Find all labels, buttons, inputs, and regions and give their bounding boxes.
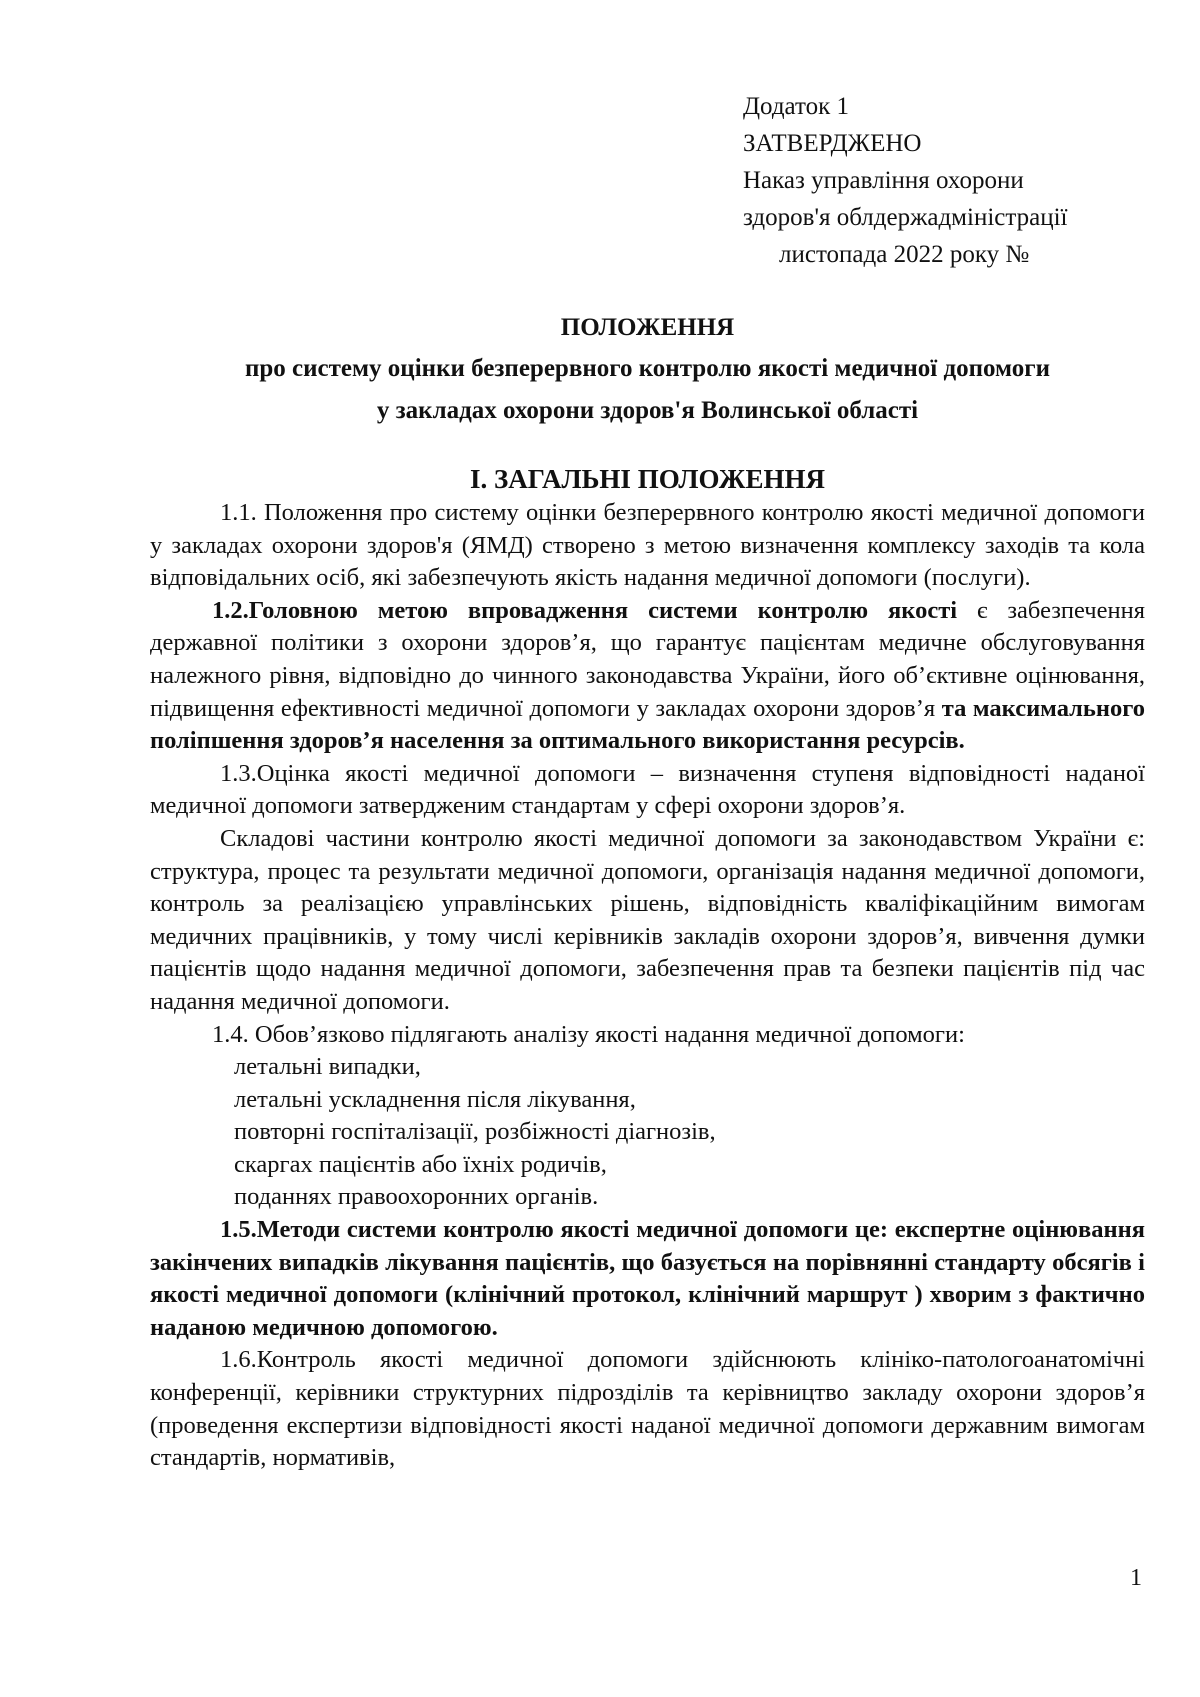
approval-block — [743, 88, 1067, 273]
list-item: летальні ускладнення після лікування, — [234, 1085, 636, 1113]
page-number: 1 — [1130, 1565, 1142, 1591]
section-heading: І. ЗАГАЛЬНІ ПОЛОЖЕННЯ — [469, 464, 826, 494]
list-item: повторні госпіталізації, розбіжності діагнозів, — [234, 1118, 716, 1146]
paragraph-1-6-body: Контроль якості медичної допомоги здійснюють клініко-патологоанатомічні конференції, керівники структурних підрозділів та керівництво закладу охорони здоров’я (проведення експертизи відповідності якості наданої медичної допомоги державним вимогам стандартів, нормативів, — [150, 1346, 1145, 1472]
paragraph-1-6 — [150, 1344, 1145, 1474]
analysis-subjects-list — [150, 1051, 1145, 1214]
order-line-1: Наказ управління охорони — [743, 167, 1024, 194]
paragraph-1-5: 1.5.Методи системи контролю якості медичної допомоги це: експертне оцінювання закінчених випадків лікування пацієнтів, що базується на порівнянні стандарту обсягів і якості медичної допомоги (клінічний протокол, клінічний маршрут ) хворим з фактично наданою медичною допомогою. — [150, 1216, 1145, 1341]
list-item: поданнях правоохоронних органів. — [234, 1183, 599, 1211]
paragraph-1-2 — [150, 595, 1145, 758]
list-item: летальні випадки, — [234, 1053, 421, 1081]
paragraph-components: Складові частини контролю якості медичної допомоги за законодавством України є: структура, процес та результати медичної допомоги, організація надання медичної допомоги, контроль за реалізацією управлінських рішень, відповідність кваліфікаційним вимогам медичних працівників, у тому числі керівників закладів охорони здоров’я, вивчення думки пацієнтів щодо надання медичної допомоги, забезпечення прав та безпеки пацієнтів під час надання медичної допомоги. — [150, 824, 1145, 1015]
paragraph-1-2-body: є забезпечення державної політики з охорони здоров’я, що гарантує пацієнтам медичне обслуговування належного рівня, відповідно до чинного законодавства України, його об’єктивне оцінювання, підвищення ефективності медичної допомоги у закладах охорони здоров’я — [150, 596, 1145, 722]
paragraph-1-2-lead: 1.2.Головною метою впровадження системи контролю якості — [212, 596, 977, 624]
paragraph-1-4: 1.4. Обов’язково підлягають аналізу якості надання медичної допомоги: — [212, 1020, 965, 1048]
list-item: скаргах пацієнтів або їхніх родичів, — [234, 1150, 607, 1178]
order-date-line: листопада 2022 року № — [779, 241, 1030, 268]
document-subtitle-line-1: про систему оцінки безперервного контролю якості медичної допомоги — [245, 355, 1050, 382]
appendix-label: Додаток 1 — [743, 93, 849, 120]
approved-label: ЗАТВЕРДЖЕНО — [743, 130, 922, 157]
paragraph-1-6-number: 1.6. — [220, 1346, 257, 1374]
paragraph-1-2-end: та максимального поліпшення здоров’я населення за оптимального використання ресурсів. — [150, 694, 1145, 755]
order-line-2: здоров'я облдержадміністрації — [743, 204, 1068, 231]
paragraph-1-1: 1.1. Положення про систему оцінки безперервного контролю якості медичної допомоги у закладах охорони здоров'я (ЯМД) створено з метою визначення комплексу заходів та кола відповідальних осіб, які забезпечують якість надання медичної допомоги (послуги). — [150, 499, 1145, 592]
paragraph-1-3: 1.3.Оцінка якості медичної допомоги – визначення ступеня відповідності наданої медичної допомоги затвердженим стандартам у сфері охорони здоров’я. — [150, 759, 1145, 820]
document-body — [150, 497, 1145, 1475]
document-title: ПОЛОЖЕННЯ — [560, 314, 735, 341]
document-subtitle-line-2: у закладах охорони здоров'я Волинської області — [376, 397, 919, 424]
document-title-block — [150, 308, 1145, 432]
